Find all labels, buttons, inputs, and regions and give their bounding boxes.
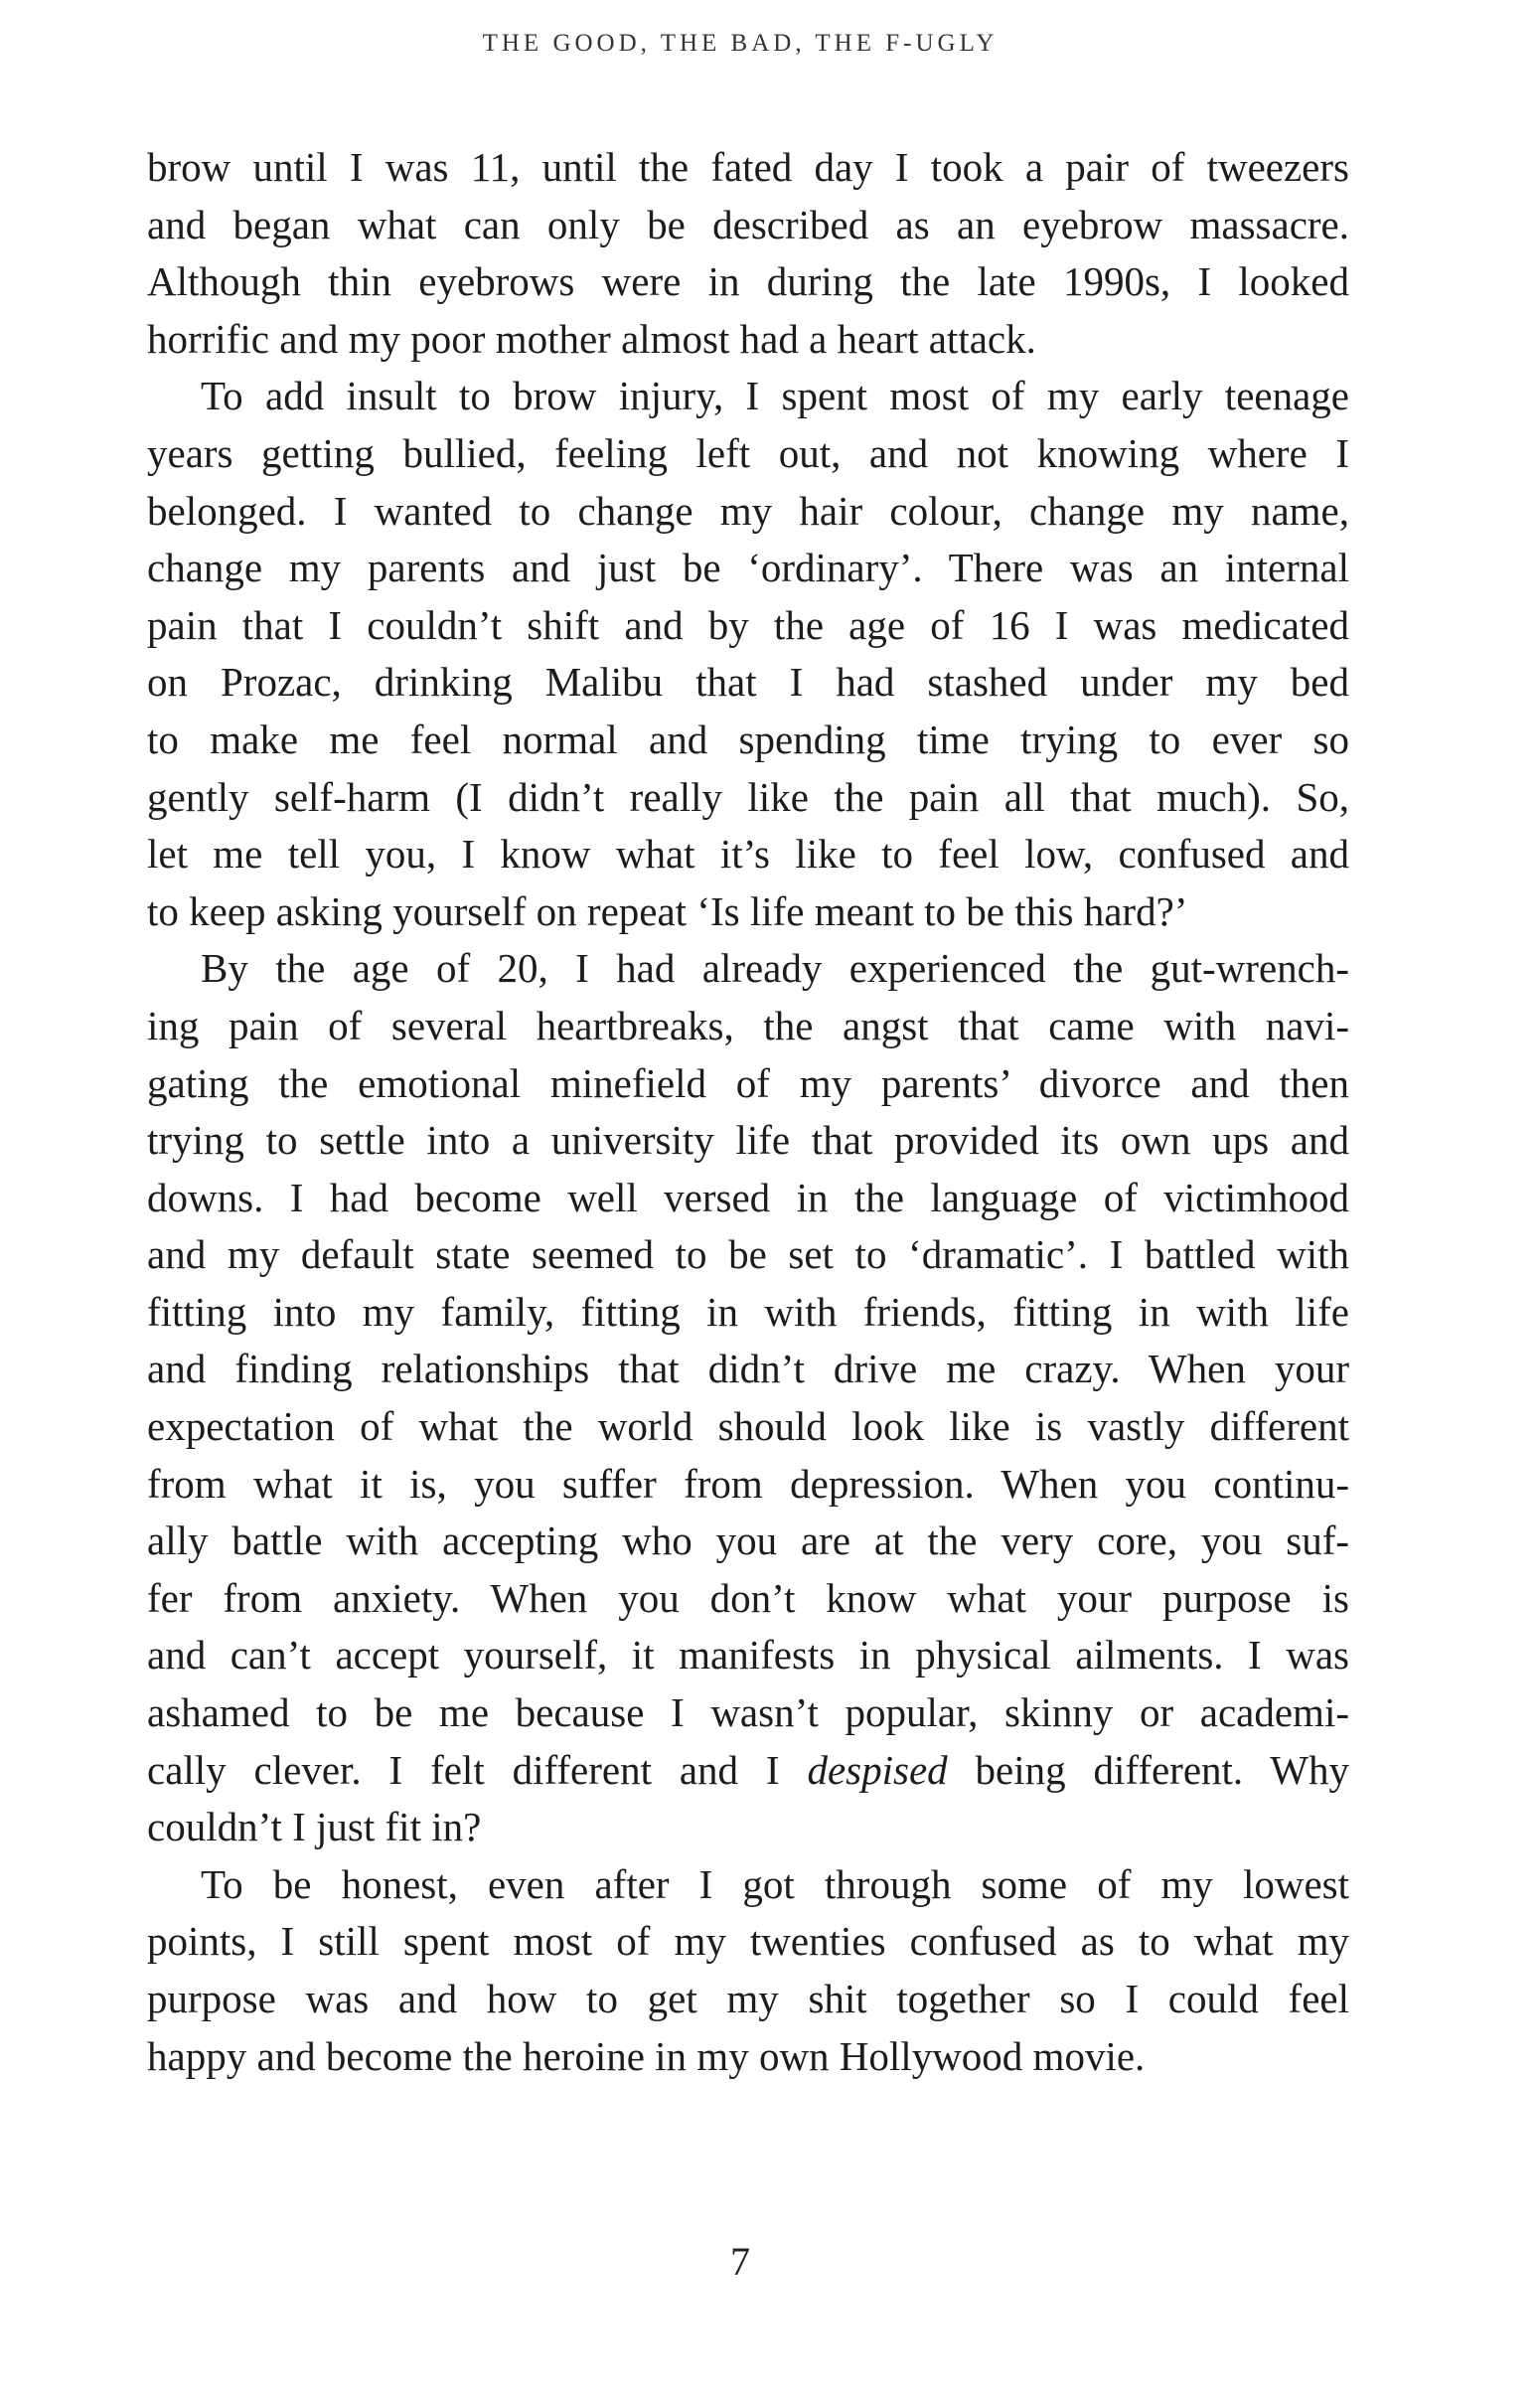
text-line [147, 940, 1349, 998]
text-line [147, 1170, 1349, 1227]
text-line [147, 1398, 1349, 1456]
text-segment: trying to settle into a university life that provided its own ups and [147, 1117, 1349, 1164]
text-segment: to make me feel normal and spending time trying to ever so [147, 716, 1349, 762]
text-line [147, 826, 1349, 883]
text-line [147, 368, 1349, 425]
text-segment: Although thin eyebrows were in during the late 1990s, I looked [147, 258, 1349, 305]
text-line [147, 998, 1349, 1055]
text-segment: being different. Why [947, 1746, 1349, 1793]
text-line [147, 1513, 1349, 1570]
text-segment: change my parents and just be ‘ordinary’. There was an internal [147, 545, 1349, 591]
text-segment: gating the emotional minefield of my parents’ divorce and then [147, 1059, 1349, 1106]
text-segment: and began what can only be described as an eyebrow massacre. [147, 201, 1349, 247]
body-text [147, 139, 1349, 2085]
text-line [147, 2028, 1349, 2086]
text-line [147, 1226, 1349, 1284]
text-segment: happy and become the heroine in my own Hollywood movie. [147, 2032, 1146, 2079]
text-segment: fer from anxiety. When you don’t know what your purpose is [147, 1574, 1349, 1621]
text-segment: purpose was and how to get my shit together so I could feel [147, 1976, 1349, 2021]
text-segment: expectation of what the world should look like is vastly different [147, 1403, 1349, 1450]
text-line [147, 197, 1349, 254]
text-segment: points, I still spent most of my twenties confused as to what my [147, 1918, 1349, 1965]
text-line [147, 1913, 1349, 1971]
text-line [147, 1627, 1349, 1684]
text-line [147, 425, 1349, 483]
text-segment: years getting bullied, feeling left out, and not knowing where I [147, 429, 1349, 476]
text-segment: cally clever. I felt different and I [147, 1746, 808, 1793]
running-head: THE GOOD, THE BAD, THE F-UGLY [482, 30, 999, 57]
text-line [147, 1742, 1349, 1800]
text-line [147, 769, 1349, 827]
text-segment: belonged. I wanted to change my hair colour, change my name, [147, 487, 1349, 534]
page-number: 7 [730, 2239, 750, 2284]
text-segment: ing pain of several heartbreaks, the angst that came with navi- [147, 1002, 1349, 1048]
text-segment: and finding relationships that didn’t drive me crazy. When your [147, 1346, 1349, 1392]
text-segment: ashamed to be me because I wasn’t popular, skinny or academi- [147, 1689, 1349, 1736]
text-segment: pain that I couldn’t shift and by the age of 16 I was medicated [147, 601, 1349, 648]
text-line [147, 139, 1349, 197]
text-segment: on Prozac, drinking Malibu that I had stashed under my bed [147, 659, 1349, 706]
text-segment: To be honest, even after I got through some of my lowest [201, 1860, 1349, 1907]
text-line [147, 1799, 1349, 1856]
text-segment: let me tell you, I know what it’s like to feel low, confused and [147, 831, 1349, 878]
text-line [147, 654, 1349, 712]
text-line [147, 1971, 1349, 2028]
text-segment: gently self-harm (I didn’t really like the pain all that much). So, [147, 773, 1349, 820]
text-line [147, 1856, 1349, 1914]
text-line [147, 1684, 1349, 1742]
text-line [147, 1112, 1349, 1170]
text-segment: By the age of 20, I had already experienced the gut-wrench- [201, 945, 1349, 992]
text-segment: couldn’t I just fit in? [147, 1804, 482, 1850]
text-line [147, 311, 1349, 369]
text-line [147, 1055, 1349, 1113]
text-segment: and my default state seemed to be set to ‘dramatic’. I battled with [147, 1231, 1349, 1278]
text-segment: ally battle with accepting who you are at the very core, you suf- [147, 1518, 1349, 1564]
text-segment: To add insult to brow injury, I spent most of my early teenage [201, 373, 1349, 419]
text-segment: to keep asking yourself on repeat ‘Is life meant to be this hard?’ [147, 887, 1188, 934]
text-segment: downs. I had become well versed in the language of victimhood [147, 1174, 1349, 1220]
text-line [147, 540, 1349, 597]
text-line [147, 1341, 1349, 1398]
text-line [147, 883, 1349, 941]
text-segment: fitting into my family, fitting in with friends, fitting in with life [147, 1288, 1349, 1335]
text-line [147, 1456, 1349, 1514]
text-segment: horrific and my poor mother almost had a heart attack. [147, 315, 1036, 362]
text-line [147, 597, 1349, 655]
text-segment: and can’t accept yourself, it manifests in physical ailments. I was [147, 1632, 1349, 1679]
text-line [147, 483, 1349, 541]
text-line [147, 253, 1349, 311]
text-line [147, 1284, 1349, 1342]
text-segment: brow until I was 11, until the fated day I took a pair of tweezers [147, 144, 1349, 190]
text-line [147, 1570, 1349, 1628]
text-line [147, 712, 1349, 769]
emphasized-text: despised [807, 1746, 948, 1793]
text-segment: from what it is, you suffer from depression. When you continu- [147, 1460, 1349, 1507]
